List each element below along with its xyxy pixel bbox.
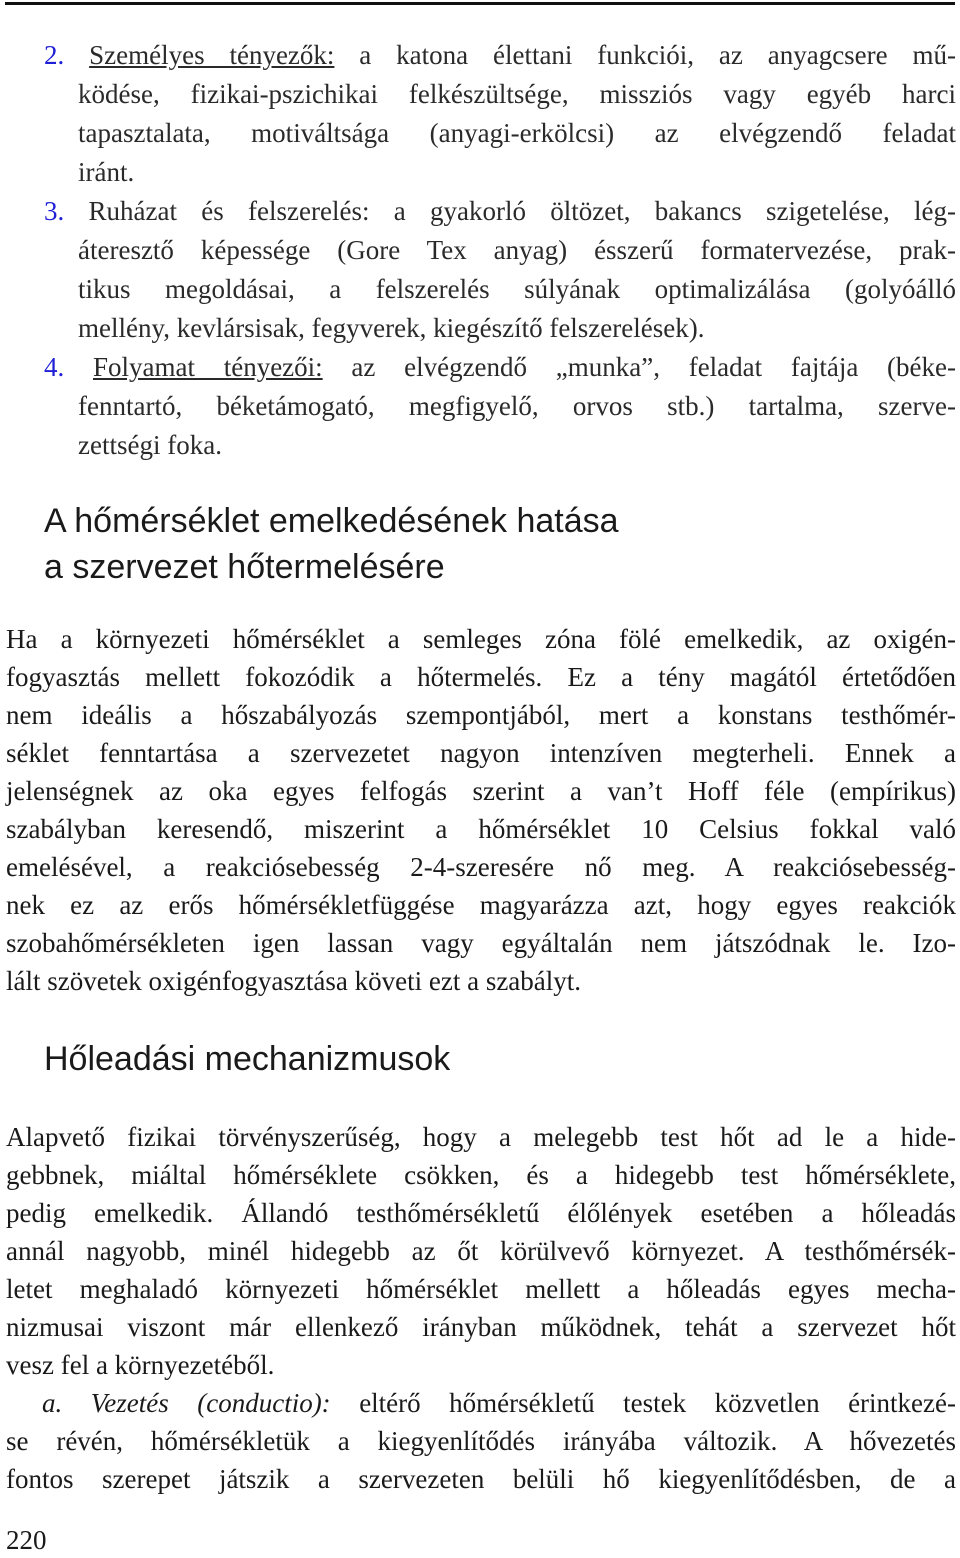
heading-line: a szervezet hőtermelésére <box>44 548 445 586</box>
list-number: 4. <box>44 352 65 382</box>
list-number: 2. <box>44 40 65 70</box>
list-line: iránt. <box>78 157 135 187</box>
paragraph-line: letet meghaladó környezeti hőmérséklet mellett a hőleadás egyes mecha- <box>6 1274 956 1304</box>
list-line: fenntartó, béketámogató, megfigyelő, orvos stb.) tartalma, szerve- <box>78 391 956 421</box>
list-line: áteresztő képessége (Gore Tex anyag) ésszerű formatervezése, prak- <box>78 235 956 265</box>
list-number: 3. <box>44 196 65 226</box>
paragraph-line: gebbnek, miáltal hőmérséklete csökken, és a hidegebb test hőmérséklete, <box>6 1160 956 1190</box>
list-line: ködése, fizikai-pszichikai felkészültsége, missziós vagy egyéb harci <box>78 79 956 109</box>
list-text: Ruházat és felszerelés: a gyakorló öltözet, bakancs szigetelése, lég- <box>64 196 956 226</box>
list-line <box>44 36 956 75</box>
paragraph-line: nem ideális a hőszabályozás szempontjából, mert a konstans testhőmér- <box>6 700 956 730</box>
numbered-list <box>44 36 956 465</box>
paragraph-line: emelésével, a reakciósebesség 2-4-szeresére nő meg. A reakciósebesség- <box>6 852 956 882</box>
paragraph-line: Alapvető fizikai törvényszerűség, hogy a melegebb test hőt ad le a hide- <box>6 1122 956 1152</box>
section-heading-heat-loss: Hőleadási mechanizmusok <box>44 1040 451 1078</box>
list-line <box>44 192 956 231</box>
paragraph-line <box>6 1384 956 1422</box>
list-line: zettségi foka. <box>78 430 222 460</box>
paragraph-line: nizmusai viszont már ellenkező irányban működnek, tehát a szervezet hőt <box>6 1312 956 1342</box>
paragraph-line: fontos szerepet játszik a szervezeten belüli hő kiegyenlítődésben, de a <box>6 1464 956 1494</box>
paragraph-line: szobahőmérsékleten igen lassan vagy egyáltalán nem játszódnak le. Izo- <box>6 928 956 958</box>
conduction-text: eltérő hőmérsékletű testek közvetlen érintkezé- <box>330 1388 956 1418</box>
paragraph-heat-production <box>6 620 956 1000</box>
paragraph-line: vesz fel a környezetéből. <box>6 1350 275 1380</box>
list-text: az elvégzendő „munka”, feladat fajtája (béke- <box>322 352 957 382</box>
paragraph-line: annál nagyobb, minél hidegebb az őt körülvevő környezet. A testhőmérsék- <box>6 1236 956 1266</box>
paragraph-line: se révén, hőmérsékletük a kiegyenlítődés irányába változik. A hővezetés <box>6 1426 956 1456</box>
paragraph-line: nek ez az erős hőmérsékletfüggése magyarázza azt, hogy egyes reakciók <box>6 890 956 920</box>
list-item-2 <box>44 36 956 192</box>
list-term: Folyamat tényezői: <box>92 352 323 382</box>
paragraph-line: szabályban keresendő, miszerint a hőmérséklet 10 Celsius fokkal való <box>6 814 956 844</box>
list-term: Személyes tényezők: <box>89 40 335 70</box>
heading-line: A hőmérséklet emelkedésének hatása <box>44 502 619 540</box>
conduction-label: a. Vezetés (conductio): <box>42 1388 331 1418</box>
list-item-3 <box>44 192 956 348</box>
list-text: a katona élettani funkciói, az anyagcsere mű- <box>334 40 957 70</box>
paragraph-conduction <box>6 1384 956 1498</box>
list-line: tapasztalata, motiváltsága (anyagi-erkölcsi) az elvégzendő feladat <box>78 118 956 148</box>
paragraph-line: lált szövetek oxigénfogyasztása követi ezt a szabályt. <box>6 966 582 996</box>
paragraph-line: fogyasztás mellett fokozódik a hőtermelés. Ez a tény magától értetődően <box>6 662 956 692</box>
section-heading-temperature-rise <box>44 498 619 590</box>
paragraph-line: pedig emelkedik. Állandó testhőmérsékletű élőlények esetében a hőleadás <box>6 1198 956 1228</box>
list-line: mellény, kevlársisak, fegyverek, kiegészítő felszerelések). <box>78 313 705 343</box>
page-number: 220 <box>6 1525 47 1555</box>
paragraph-line: séklet fenntartása a szervezetet nagyon intenzíven megterheli. Ennek a <box>6 738 956 768</box>
top-rule <box>5 2 955 5</box>
paragraph-line: Ha a környezeti hőmérséklet a semleges zóna fölé emelkedik, az oxigén- <box>6 624 956 654</box>
list-line <box>44 348 956 387</box>
list-item-4 <box>44 348 956 465</box>
list-line: tikus megoldásai, a felszerelés súlyának optimalizálása (golyóálló <box>78 274 956 304</box>
paragraph-heat-loss <box>6 1118 956 1384</box>
paragraph-line: jelenségnek az oka egyes felfogás szerint a van’t Hoff féle (empírikus) <box>6 776 956 806</box>
